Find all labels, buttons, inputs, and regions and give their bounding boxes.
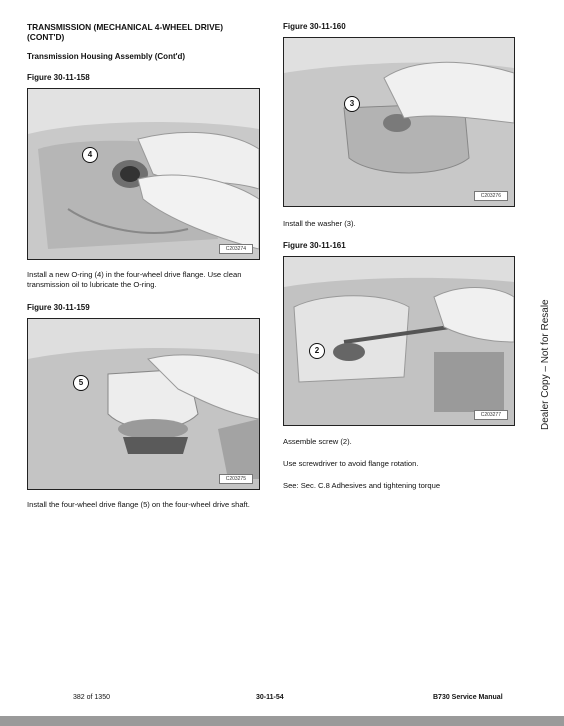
figure-160-instruction: Install the washer (3). [283,219,356,228]
section-title [27,22,267,42]
figure-159-instruction: Install the four-wheel drive flange (5) on the four-wheel drive shaft. [27,500,250,509]
manual-title: B730 Service Manual [433,694,503,701]
figure-159-photo [27,318,260,490]
callout-3: 3 [344,96,360,112]
figure-158-illustration [28,89,259,259]
figure-160-code: C203276 [474,191,508,201]
figure-160-illustration [284,38,514,206]
figure-159-code: C203275 [219,474,253,484]
figure-161-illustration [284,257,514,425]
section-title-line1: TRANSMISSION (MECHANICAL 4-WHEEL DRIVE) [27,22,224,32]
page-count: 382 of 1350 [73,694,110,701]
figure-161-reference: See: Sec. C.8 Adhesives and tightening torque [283,481,441,490]
callout-5: 5 [73,375,89,391]
figure-161-instruction-2: Use screwdriver to avoid flange rotation. [283,459,419,468]
section-subtitle: Transmission Housing Assembly (Cont'd) [27,52,186,61]
bottom-scroll-bar [0,716,564,726]
figure-161-photo [283,256,515,426]
figure-160-caption: Figure 30-11-160 [283,22,346,31]
callout-4: 4 [82,147,98,163]
section-title-line2: (CONT'D) [27,32,65,42]
callout-2: 2 [309,343,325,359]
figure-161-instruction-1: Assemble screw (2). [283,437,352,446]
figure-158-caption: Figure 30-11-158 [27,73,90,82]
figure-158-photo [27,88,260,260]
dealer-copy-note: Dealer Copy – Not for Resale [540,299,551,430]
figure-161-code: C203277 [474,410,508,420]
figure-159-caption: Figure 30-11-159 [27,303,90,312]
figure-159-illustration [28,319,259,489]
page-number: 30-11-54 [256,694,284,701]
figure-160-photo [283,37,515,207]
figure-161-caption: Figure 30-11-161 [283,241,346,250]
figure-158-instruction: Install a new O-ring (4) in the four-wheel drive flange. Use clean transmission oil to lubricate the O-ring. [27,270,242,289]
figure-158-code: C203274 [219,244,253,254]
